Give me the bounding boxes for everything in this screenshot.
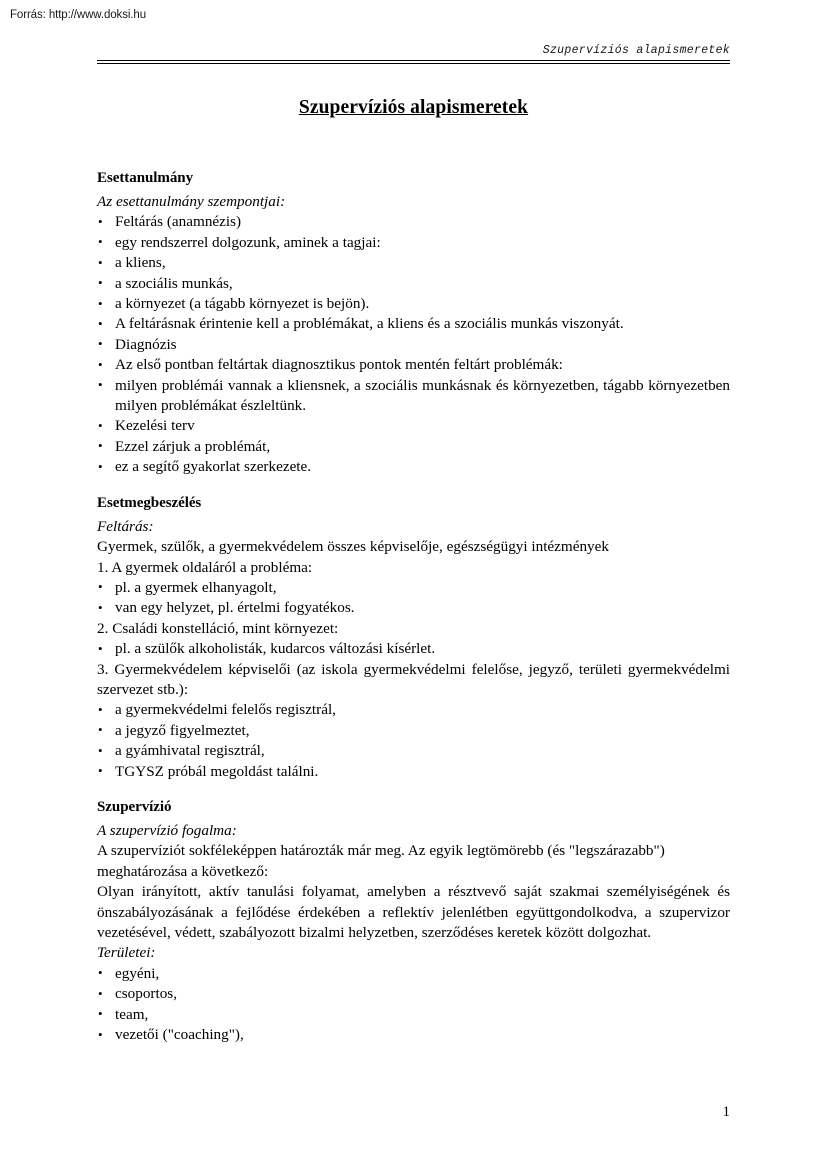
list-item: • a gyámhivatal regisztrál,	[97, 741, 730, 761]
source-watermark: Forrás: http://www.doksi.hu	[10, 9, 146, 21]
list-item: • vezetői ("coaching"),	[97, 1025, 730, 1045]
spacer	[97, 782, 730, 797]
spacer-after-title	[97, 121, 730, 168]
paragraph-point-3: 3. Gyermekvédelem képviselői (az iskola gyermekvédelmi felelőse, jegyző, területi gyermekvédelmi szervezet stb.):	[97, 660, 730, 698]
section-heading-esettanulmany: Esettanulmány	[97, 170, 194, 186]
list-item: • Kezelési terv	[97, 416, 730, 436]
page-title: Szupervíziós alapismeretek	[298, 97, 529, 118]
document-body	[97, 92, 730, 1045]
list-diagnozis	[97, 335, 730, 355]
paragraph-point-1: 1. A gyermek oldaláról a probléma:	[97, 558, 313, 576]
list-point-2-sub	[97, 639, 730, 659]
list-item: • Ezzel zárjuk a problémát,	[97, 437, 730, 457]
paragraph-definition: Olyan irányított, aktív tanulási folyamat, amelyben a résztvevő saját szakmai személyiségének és önszabályozásának a fejlődése érdekében a reflektív jelenlétben együttgondolkodva, a szupervizor vezetésével, védett, szabályozott bizalmi helyzetben, szerződéses keretek között dolgozhat.	[97, 883, 730, 941]
spacer	[97, 478, 730, 493]
list-item: • pl. a szülők alkoholisták, kudarcos változási kísérlet.	[97, 639, 730, 659]
list-item: • Az első pontban feltártak diagnosztikus pontok mentén feltárt problémák:	[97, 355, 730, 375]
list-item: • a kliens,	[97, 253, 730, 273]
list-point-3-sub	[97, 700, 730, 782]
list-teruletei	[97, 964, 730, 1046]
list-item: • team,	[97, 1005, 730, 1025]
section-heading-esetmegbeszeles: Esetmegbeszélés	[97, 494, 202, 511]
running-header-title: Szupervíziós alapismeretek	[542, 44, 730, 57]
lead-esetmegbeszeles: Feltárás:	[97, 517, 154, 535]
list-item: • a jegyző figyelmeztet,	[97, 721, 730, 741]
list-kezelesi-terv	[97, 416, 730, 436]
section-heading-szupervizio: Szupervízió	[97, 798, 172, 815]
list-item: • Feltárás (anamnézis)	[97, 212, 730, 232]
lead-szupervizio: A szupervízió fogalma:	[97, 821, 237, 839]
paragraph-point-2: 2. Családi konstelláció, mint környezet:	[97, 619, 339, 637]
list-feltaras-sub	[97, 233, 730, 335]
list-kezelesi-terv-sub	[97, 437, 730, 478]
list-item: • egy rendszerrel dolgozunk, aminek a tagjai:	[97, 233, 730, 253]
running-header	[97, 44, 730, 64]
header-rule-divider	[97, 60, 730, 64]
list-item: • pl. a gyermek elhanyagolt,	[97, 578, 730, 598]
paragraph-definition-intro: A szupervíziót sokféleképpen határozták már meg. Az egyik legtömörebb (és "legszárazabb") meghatározása a következő:	[97, 842, 665, 880]
list-item: • A feltárásnak érintenie kell a problémákat, a kliens és a szociális munkás viszonyát.	[97, 314, 730, 334]
list-item: • Diagnózis	[97, 335, 730, 355]
list-item: • a gyermekvédelmi felelős regisztrál,	[97, 700, 730, 720]
list-esettanulmany	[97, 212, 730, 232]
list-item: • ez a segítő gyakorlat szerkezete.	[97, 457, 730, 477]
list-item: • a környezet (a tágabb környezet is bejön).	[97, 294, 730, 314]
list-diagnozis-sub	[97, 355, 730, 416]
list-item: • van egy helyzet, pl. értelmi fogyatékos.	[97, 598, 730, 618]
lead-teruletei: Területei:	[97, 944, 156, 962]
list-item: • egyéni,	[97, 964, 730, 984]
list-item: • TGYSZ próbál megoldást találni.	[97, 762, 730, 782]
list-item: • a szociális munkás,	[97, 274, 730, 294]
paragraph-participants: Gyermek, szülők, a gyermekvédelem összes képviselője, egészségügyi intézmények	[97, 538, 609, 556]
list-point-1-sub	[97, 578, 730, 619]
list-item: • milyen problémái vannak a kliensnek, a szociális munkásnak és környezetben, tágabb környezetben milyen problémákat észleltünk.	[97, 376, 730, 417]
page-number: 1	[722, 1104, 730, 1120]
list-item: • csoportos,	[97, 984, 730, 1004]
lead-esettanulmany: Az esettanulmány szempontjai:	[97, 193, 286, 210]
